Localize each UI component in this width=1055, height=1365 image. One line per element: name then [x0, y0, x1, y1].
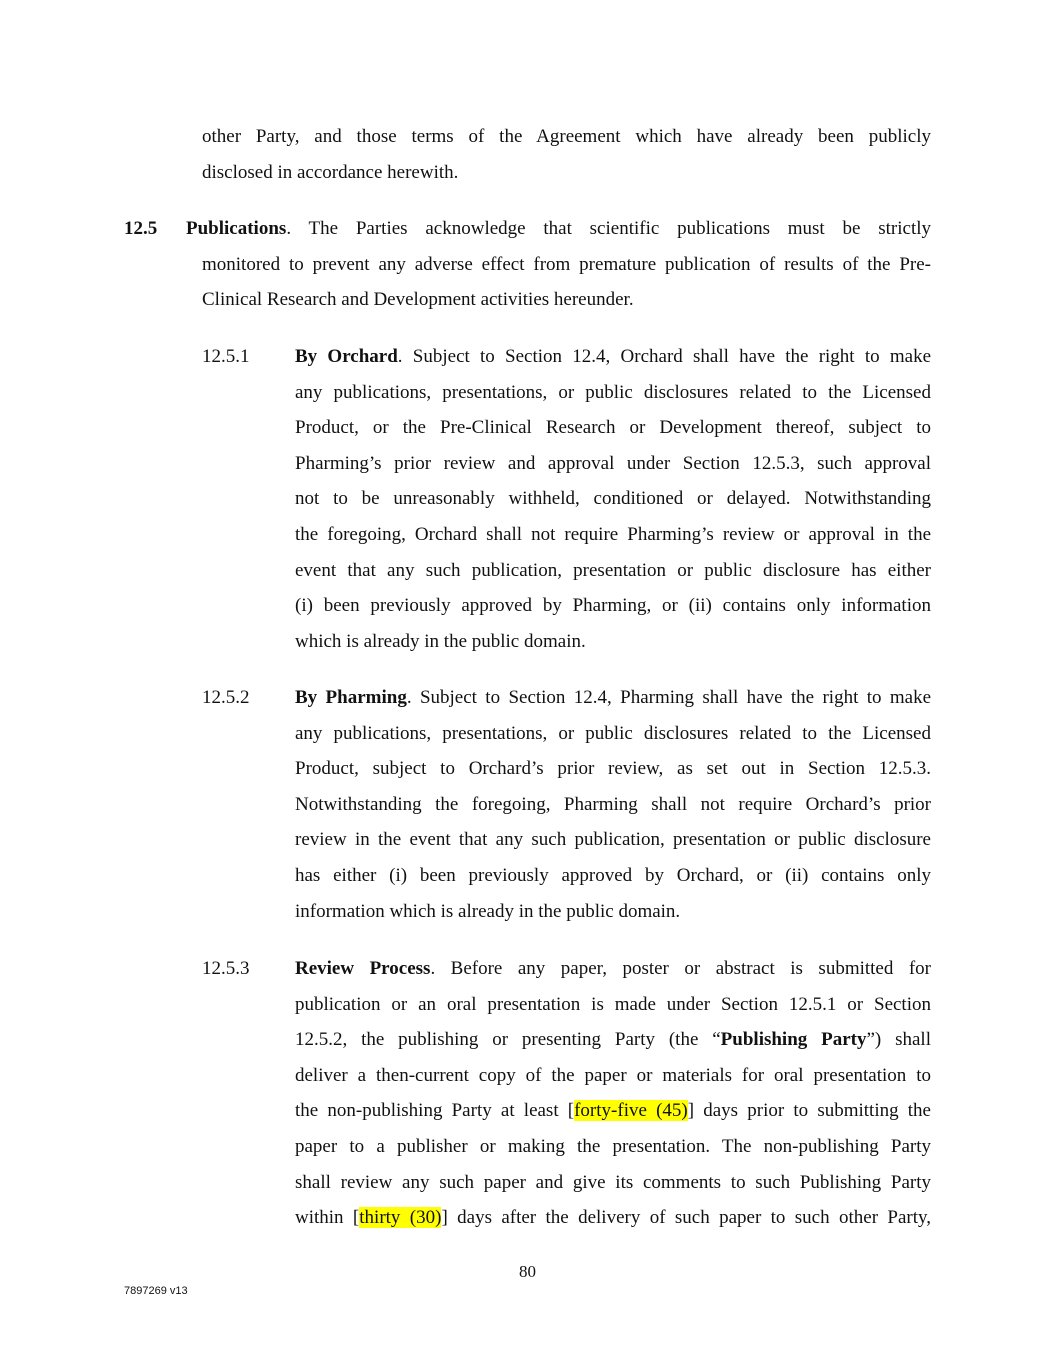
section-line: publication or an oral presentation is made under Section 12.5.1 or Section: [295, 993, 931, 1015]
section-number: 12.5: [124, 218, 158, 239]
section-line: event that any such publication, presentation or public disclosure has either: [295, 559, 931, 581]
section-line: [295, 1200, 931, 1236]
section-text: ] days after the delivery of such paper to such other Party,: [441, 1207, 932, 1229]
section-line: Clinical Research and Development activities hereunder.: [202, 289, 634, 311]
section-line: information which is already in the public domain.: [295, 900, 681, 922]
section-line: [295, 680, 931, 716]
section-line: deliver a then-current copy of the paper or materials for oral presentation to: [295, 1064, 931, 1086]
section-line: paper to a publisher or making the presentation. The non-publishing Party: [295, 1135, 931, 1157]
defined-term: Publishing Party: [720, 1029, 867, 1051]
highlighted-term: forty-five (45): [574, 1100, 688, 1122]
section-heading: Publications: [186, 218, 287, 239]
section-12-5-continued: [202, 247, 931, 318]
section-line: any publications, presentations, or public disclosures related to the Licensed: [295, 722, 931, 744]
section-line: [295, 1093, 931, 1129]
section-line: Product, or the Pre-Clinical Research or Development thereof, subject to: [295, 417, 931, 439]
section-text: the non-publishing Party at least [: [295, 1100, 575, 1122]
subsection-number: 12.5.2: [202, 687, 250, 708]
section-line: not to be unreasonably withheld, conditioned or delayed. Notwithstanding: [295, 488, 931, 510]
section-12-5-3-paragraph: [295, 951, 931, 1236]
subsection-number: 12.5.1: [202, 346, 250, 367]
section-line: which is already in the public domain.: [295, 630, 586, 652]
section-line: Pharming’s prior review and approval under Section 12.5.3, such approval: [295, 452, 931, 474]
section-text: within [: [295, 1207, 360, 1229]
carryover-line: disclosed in accordance herewith.: [202, 161, 459, 183]
section-text: . Subject to Section 12.4, Pharming shall have the right to make: [406, 687, 932, 708]
section-12-5-paragraph: [186, 211, 931, 247]
section-line: [295, 339, 931, 375]
subsection-number: 12.5.3: [202, 958, 250, 979]
section-text: ”) shall: [866, 1029, 931, 1051]
section-line: monitored to prevent any adverse effect from premature publication of results of the Pre-: [202, 253, 931, 275]
section-line: review in the event that any such publication, presentation or public disclosure: [295, 829, 931, 851]
section-text: . Subject to Section 12.4, Orchard shall have the right to make: [397, 346, 931, 367]
carryover-line: other Party, and those terms of the Agreement which have already been publicly: [202, 126, 931, 147]
section-line: any publications, presentations, or public disclosures related to the Licensed: [295, 381, 931, 403]
page-number: 80: [519, 1262, 536, 1281]
section-text: 12.5.2, the publishing or presenting Party (the “: [295, 1029, 721, 1051]
section-heading: Review Process: [295, 958, 431, 979]
section-12-5-2-paragraph: [295, 680, 931, 929]
section-line: has either (i) been previously approved by Orchard, or (ii) contains only: [295, 864, 931, 886]
section-line: [295, 1022, 931, 1058]
section-text: ] days prior to submitting the: [687, 1100, 931, 1122]
section-line: the foregoing, Orchard shall not require Pharming’s review or approval in the: [295, 523, 931, 545]
section-heading: By Pharming: [295, 687, 407, 708]
carryover-paragraph: [202, 119, 931, 190]
section-line: [186, 211, 931, 247]
section-heading: By Orchard: [295, 346, 398, 367]
section-text: . The Parties acknowledge that scientific publications must be strictly: [286, 218, 931, 239]
highlighted-term: thirty (30): [359, 1207, 442, 1229]
section-text: . Before any paper, poster or abstract is submitted for: [430, 958, 932, 979]
section-line: (i) been previously approved by Pharming, or (ii) contains only information: [295, 595, 931, 617]
section-line: [295, 951, 931, 987]
document-id: 7897269 v13: [124, 1285, 188, 1297]
section-line: Product, subject to Orchard’s prior review, as set out in Section 12.5.3.: [295, 758, 931, 780]
section-line: Notwithstanding the foregoing, Pharming shall not require Orchard’s prior: [295, 793, 931, 815]
section-12-5-1-paragraph: [295, 339, 931, 659]
section-line: shall review any such paper and give its comments to such Publishing Party: [295, 1171, 931, 1193]
